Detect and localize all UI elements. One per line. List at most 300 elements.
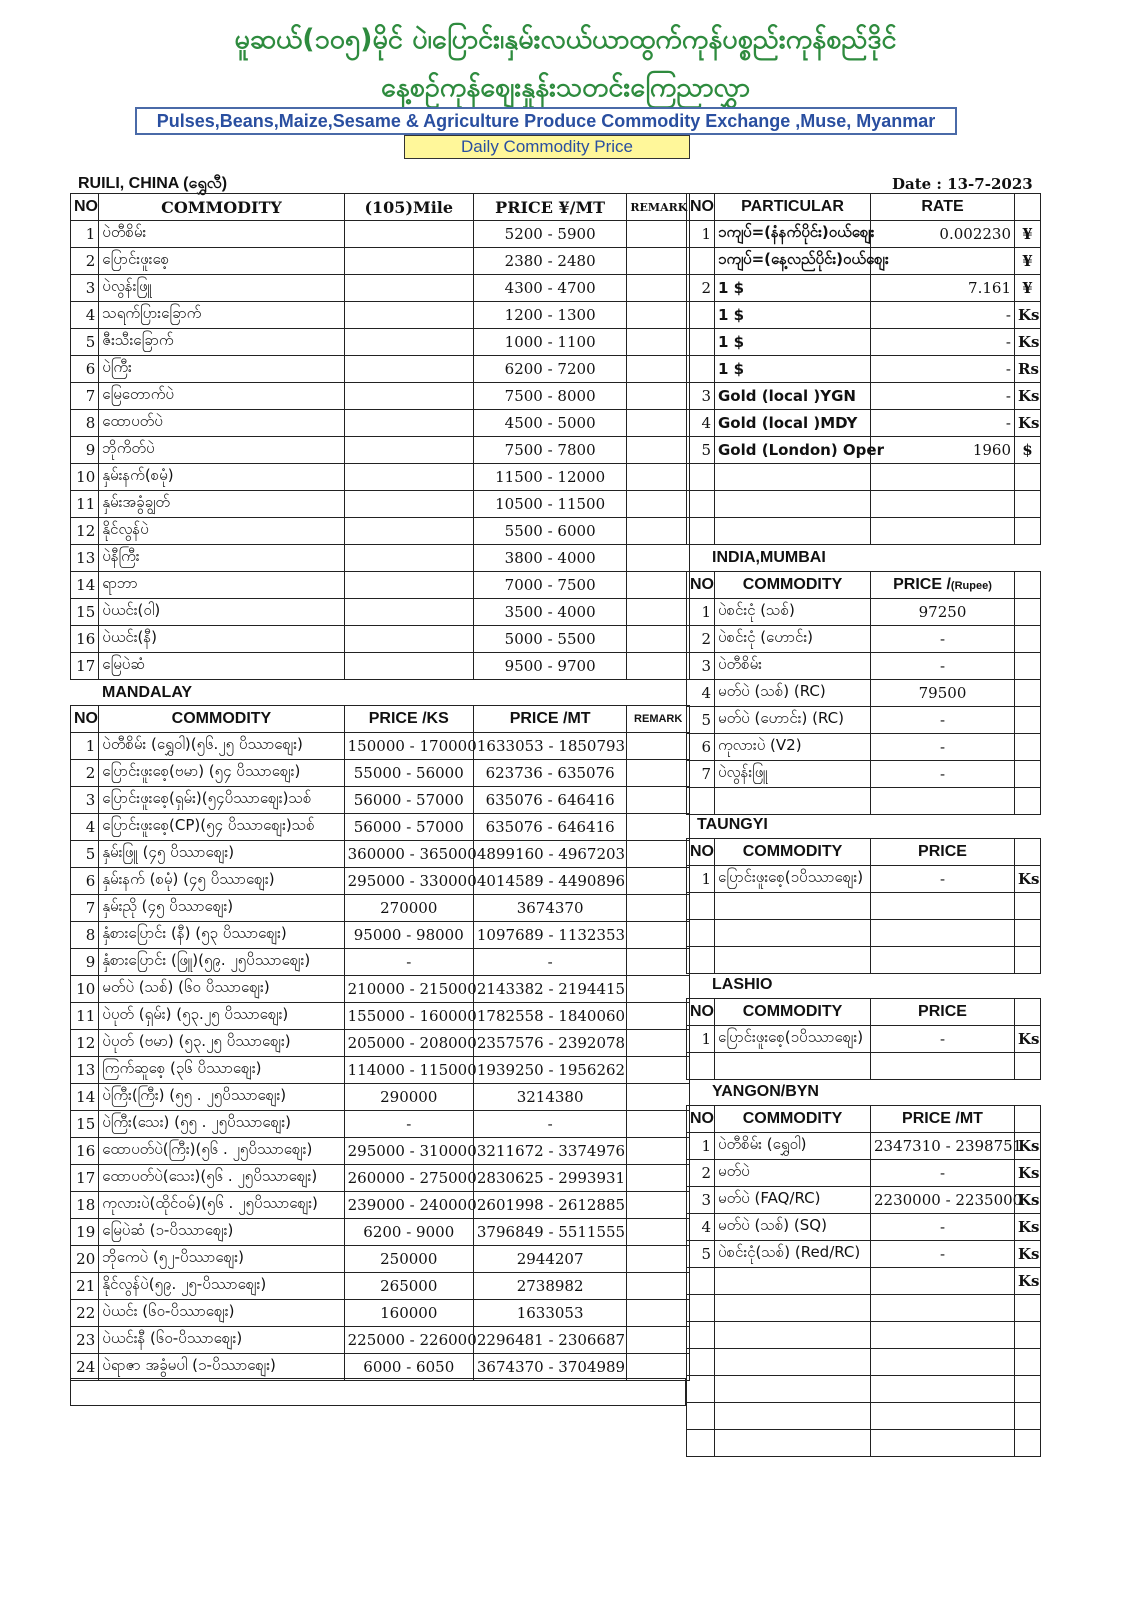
price-ks: 160000 [344,1300,473,1327]
price-ks: 290000 [344,1084,473,1111]
price-rupee: - [871,653,1015,680]
price-mt: - [871,1214,1015,1241]
row-number: 1 [687,1133,715,1160]
table-row [71,841,690,868]
column-header [1015,839,1041,866]
table-row [71,1165,690,1192]
remark-cell [627,599,690,626]
row-number: 7 [687,761,715,788]
rate-value: - [871,356,1015,383]
table-row [687,410,1041,437]
blank-cell [1015,626,1041,653]
commodity-name: နှမ်းဖြူ (၄၅ ပိဿာစျေး) [99,841,344,868]
mile-price [344,545,473,572]
lashio-section-title: LASHIO [712,976,773,993]
table-row [687,1322,1041,1349]
commodity-name: ထောပတ်ပဲ(ကြီး)(၅၆ . ၂၅ပိဿာစျေး) [99,1138,344,1165]
row-number: 2 [71,760,99,787]
price-mt: 2143382 - 2194415 [473,976,626,1003]
row-number: 8 [71,410,99,437]
price-mt [871,1322,1015,1349]
table-row [687,866,1041,893]
column-header: RATE [871,194,1015,221]
row-number: 11 [71,491,99,518]
particular: 1 $ [715,275,871,302]
table-row [687,947,1041,974]
particular [715,518,871,545]
remark-cell [627,1138,690,1165]
row-number: 5 [71,329,99,356]
row-number: 1 [687,599,715,626]
mile-price [344,275,473,302]
remark-cell [627,626,690,653]
table-header-row [687,999,1041,1026]
commodity-name: ပဲလွန်းဖြူ [715,761,871,788]
table-row [71,302,690,329]
table-row [71,464,690,491]
lashio-price-table [686,998,1041,1080]
table-row [71,733,690,760]
row-number: 13 [71,1057,99,1084]
currency: $ [1015,437,1041,464]
blank-cell [1015,734,1041,761]
price-yuan-mt: 5200 - 5900 [473,221,626,248]
commodity-name: ပဲကြီး(ကြီး) (၅၅ . ၂၅ပိဿာစျေး) [99,1084,344,1111]
row-number [687,518,715,545]
table-row [71,248,690,275]
price-mt: 1782558 - 1840060 [473,1003,626,1030]
price-mt: 3211672 - 3374976 [473,1138,626,1165]
remark-cell [627,302,690,329]
price-mt: 4014589 - 4490896 [473,868,626,895]
currency: ¥ [1015,221,1041,248]
price-ks: 155000 - 160000 [344,1003,473,1030]
myanmar-title-line1: မူဆယ်(၁၀၅)မိုင် ပဲ၊ပြောင်း၊နှမ်းလယ်ယာထွက်ကုန်ပစ္စည်းကုန်စည်ဒိုင် [234,24,897,55]
table-row [687,1214,1041,1241]
table-row [687,248,1041,275]
column-header: REMARK [627,194,690,221]
table-row [71,1111,690,1138]
column-header: NO [687,194,715,221]
table-row [71,653,690,680]
currency [1015,491,1041,518]
table-row [71,787,690,814]
price-ks: 225000 - 226000 [344,1327,473,1354]
row-number [687,893,715,920]
row-number [687,1295,715,1322]
mile-price [344,356,473,383]
currency [1015,920,1041,947]
price-ks: 270000 [344,895,473,922]
table-row [71,572,690,599]
column-header: (105)Mile [344,194,473,221]
table-row [687,761,1041,788]
commodity-name: ကုလားပဲ(ထိုင်ဝမ်)(၅၆ . ၂၅ပိဿာစျေး) [99,1192,344,1219]
currency: Ks [1015,1241,1041,1268]
price-ks: 55000 - 56000 [344,760,473,787]
row-number: 4 [687,410,715,437]
row-number: 6 [71,868,99,895]
commodity-name: မတ်ပဲ (သစ်) (SQ) [715,1214,871,1241]
price-mt: 1939250 - 1956262 [473,1057,626,1084]
price-yuan-mt: 2380 - 2480 [473,248,626,275]
table-row [71,437,690,464]
currency: Ks [1015,1268,1041,1295]
price-label: PRICE / [893,576,951,593]
table-row [71,1273,690,1300]
particular: 1 $ [715,356,871,383]
table-row [687,1349,1041,1376]
mile-price [344,329,473,356]
table-row [687,1241,1041,1268]
currency: Ks [1015,383,1041,410]
commodity-name: ပဲတီစိမ်း [99,221,344,248]
remark-cell [627,1246,690,1273]
commodity-name: နှမ်းအခွံချွတ် [99,491,344,518]
price-yuan-mt: 3800 - 4000 [473,545,626,572]
commodity-name: ပြောင်းဖူးစေ့(CP)(၅၄ ပိဿာစျေး)သစ် [99,814,344,841]
table-row [687,1376,1041,1403]
commodity-name: မြေပဲဆံ (၁-ပိဿာစျေး) [99,1219,344,1246]
table-row [687,275,1041,302]
table-row [687,626,1041,653]
currency: Ks [1015,1187,1041,1214]
remark-cell [627,410,690,437]
row-number: 5 [687,437,715,464]
price-ks: 260000 - 275000 [344,1165,473,1192]
row-number [687,1376,715,1403]
price-mt [871,1349,1015,1376]
row-number: 14 [71,572,99,599]
price-mt [871,1268,1015,1295]
table-row [687,464,1041,491]
price-mt: 2944207 [473,1246,626,1273]
remark-cell [627,1192,690,1219]
table-row [71,1246,690,1273]
price-ks: 295000 - 330000 [344,868,473,895]
price-yuan-mt: 7500 - 7800 [473,437,626,464]
currency: Ks [1015,410,1041,437]
india-section-title: INDIA,MUMBAI [712,549,826,566]
commodity-name: ပဲတီစိမ်း [715,653,871,680]
mile-price [344,248,473,275]
remark-cell [627,275,690,302]
currency [1015,1295,1041,1322]
row-number: 3 [687,653,715,680]
remark-cell [627,760,690,787]
commodity-name: ပဲပုတ် (ရှမ်း) (၅၃.၂၅ ပိဿာစျေး) [99,1003,344,1030]
price-ks: 56000 - 57000 [344,814,473,841]
remark-cell [627,491,690,518]
currency: Ks [1015,1160,1041,1187]
commodity-name: မတ်ပဲ (သစ်) (RC) [715,680,871,707]
commodity-name: ပဲတီစိမ်း (ရွှေဝါ)(၅၆.၂၅ ပိဿာစျေး) [99,733,344,760]
price-ks: 6000 - 6050 [344,1354,473,1381]
remark-cell [627,1111,690,1138]
price-mt: - [871,1241,1015,1268]
report-date: Date : 13-7-2023 [892,175,1033,193]
column-header: NO [687,1106,715,1133]
commodity-name: ပြောင်းဖူးစေ့(၁ပိဿာစျေး) [715,866,871,893]
commodity-name: နှမ်းနက်(စမုံ) [99,464,344,491]
commodity-name [715,1053,871,1080]
row-number [687,1053,715,1080]
row-number: 16 [71,1138,99,1165]
column-header [1015,572,1041,599]
ruili-price-table [70,193,690,680]
rate-value: - [871,410,1015,437]
currency: ¥ [1015,275,1041,302]
table-row [687,329,1041,356]
currency [1015,1376,1041,1403]
commodity-name [715,788,871,815]
remark-cell [627,1219,690,1246]
table-row [71,356,690,383]
row-number: 6 [71,356,99,383]
commodity-name [715,947,871,974]
column-header: NO [687,839,715,866]
price-mt: 635076 - 646416 [473,787,626,814]
commodity-name: ရာဘာ [99,572,344,599]
price-mt: - [473,1111,626,1138]
row-number: 20 [71,1246,99,1273]
table-row [687,1160,1041,1187]
remark-cell [627,1273,690,1300]
table-row [687,707,1041,734]
column-header [1015,194,1041,221]
table-row [71,221,690,248]
table-row [71,868,690,895]
commodity-name: ပဲယင်း (၆၀-ပိဿာစျေး) [99,1300,344,1327]
table-row [71,1219,690,1246]
row-number: 12 [71,518,99,545]
rate-value: - [871,383,1015,410]
row-number [687,302,715,329]
table-row [71,1354,690,1381]
commodity-name: ပဲကြီး(သေး) (၅၅ . ၂၅ပိဿာစျေး) [99,1111,344,1138]
table-header-row [71,706,690,733]
column-header: PRICE /KS [344,706,473,733]
table-row [687,1026,1041,1053]
remark-cell [627,1057,690,1084]
remark-cell [627,733,690,760]
rate-value: - [871,329,1015,356]
mile-price [344,410,473,437]
row-number [687,329,715,356]
table-row [687,680,1041,707]
commodity-name: မတ်ပဲ (ဟောင်း) (RC) [715,707,871,734]
currency [1015,1430,1041,1457]
price-value: - [871,1026,1015,1053]
yangon-section-title: YANGON/BYN [712,1083,819,1100]
remark-cell [627,1354,690,1381]
price-ks: 6200 - 9000 [344,1219,473,1246]
row-number [687,248,715,275]
column-header: PRICE /MT [871,1106,1015,1133]
table-header-row [687,839,1041,866]
remark-cell [627,1030,690,1057]
exchange-rate-table [686,193,1041,545]
row-number: 3 [687,1187,715,1214]
commodity-name: နိုင်လွန်ပဲ [99,518,344,545]
price-yuan-mt: 10500 - 11500 [473,491,626,518]
row-number: 3 [71,275,99,302]
column-header: COMMODITY [715,839,871,866]
commodity-name: ထောပတ်ပဲ(သေး)(၅၆ . ၂၅ပိဿာစျေး) [99,1165,344,1192]
column-header: COMMODITY [715,999,871,1026]
row-number: 4 [687,1214,715,1241]
price-yuan-mt: 6200 - 7200 [473,356,626,383]
currency [1015,1403,1041,1430]
table-header-row [687,194,1041,221]
currency: Ks [1015,1133,1041,1160]
remark-cell [627,949,690,976]
price-value [871,893,1015,920]
price-mt: 2357576 - 2392078 [473,1030,626,1057]
mile-price [344,491,473,518]
row-number: 9 [71,437,99,464]
taungyi-section-title: TAUNGYI [697,816,768,833]
row-number: 2 [71,248,99,275]
row-number: 1 [71,733,99,760]
table-row [687,1403,1041,1430]
table-row [687,920,1041,947]
mandalay-price-table [70,705,690,1381]
table-row [71,1030,690,1057]
price-mt: 2296481 - 2306687 [473,1327,626,1354]
row-number: 3 [687,383,715,410]
currency [1015,518,1041,545]
row-number: 21 [71,1273,99,1300]
table-row [687,302,1041,329]
row-number: 6 [687,734,715,761]
price-yuan-mt: 7000 - 7500 [473,572,626,599]
price-mt [871,1430,1015,1457]
table-row [71,814,690,841]
price-yuan-mt: 4300 - 4700 [473,275,626,302]
table-row [687,1053,1041,1080]
rate-value: 0.002230 [871,221,1015,248]
price-yuan-mt: 9500 - 9700 [473,653,626,680]
row-number [687,788,715,815]
remark-cell [627,383,690,410]
remark-cell [627,545,690,572]
remark-cell [627,1003,690,1030]
table-row [71,976,690,1003]
table-row [71,1003,690,1030]
table-row [687,1430,1041,1457]
price-yuan-mt: 5000 - 5500 [473,626,626,653]
commodity-name: ပဲနီကြီး [99,545,344,572]
commodity-name: ပဲလွန်းဖြူ [99,275,344,302]
price-rupee: - [871,734,1015,761]
currency-label: (Rupee) [950,580,992,592]
commodity-name: ပဲယင်း(နီ) [99,626,344,653]
commodity-name: နှံစားပြောင်း (ဖြူ)(၅၉. ၂၅ပိဿာစျေး) [99,949,344,976]
rate-value [871,518,1015,545]
table-row [71,383,690,410]
table-row [71,626,690,653]
table-row [687,1187,1041,1214]
blank-cell [1015,788,1041,815]
row-number: 11 [71,1003,99,1030]
column-header: NO [687,999,715,1026]
currency: Ks [1015,1026,1041,1053]
column-header: PRICE ¥/MT [473,194,626,221]
mile-price [344,599,473,626]
price-yuan-mt: 4500 - 5000 [473,410,626,437]
price-ks: 250000 [344,1246,473,1273]
price-rupee: - [871,761,1015,788]
rate-value: 7.161 [871,275,1015,302]
remark-cell [627,518,690,545]
row-number: 4 [71,814,99,841]
currency [1015,893,1041,920]
table-row [687,1295,1041,1322]
table-row [687,893,1041,920]
currency: Ks [1015,329,1041,356]
price-mt: 1633053 - 1850793 [473,733,626,760]
mile-price [344,383,473,410]
remark-cell [627,1327,690,1354]
table-row [71,1192,690,1219]
table-row [71,1057,690,1084]
rate-value: 1960 [871,437,1015,464]
mile-price [344,572,473,599]
price-mt [871,1403,1015,1430]
price-yuan-mt: 7500 - 8000 [473,383,626,410]
price-value: - [871,866,1015,893]
commodity-name: ဘိုကိတ်ပဲ [99,437,344,464]
table-row [71,1327,690,1354]
commodity-name [715,1268,871,1295]
price-rupee [871,788,1015,815]
commodity-name: ပဲယင်း(ဝါ) [99,599,344,626]
row-number: 5 [687,707,715,734]
row-number [687,1403,715,1430]
remark-cell [627,221,690,248]
commodity-name: နှမ်းညို (၄၅ ပိဿာစျေး) [99,895,344,922]
price-value [871,920,1015,947]
commodity-name: ပြောင်းဖူးစေ့(ရှမ်း)(၅၄ပိဿာစျေး)သစ် [99,787,344,814]
row-number: 5 [71,841,99,868]
price-ks: 56000 - 57000 [344,787,473,814]
particular: Gold (local )MDY [715,410,871,437]
column-header: COMMODITY [715,1106,871,1133]
price-ks: 150000 - 170000 [344,733,473,760]
commodity-name: ကြက်ဆူစေ့ (၃၆ ပိဿာစျေး) [99,1057,344,1084]
row-number: 24 [71,1354,99,1381]
price-ks: - [344,1111,473,1138]
rate-value [871,491,1015,518]
price-ks: 210000 - 215000 [344,976,473,1003]
mile-price [344,302,473,329]
rate-value [871,464,1015,491]
blank-cell [1015,761,1041,788]
row-number: 18 [71,1192,99,1219]
commodity-name: ဘိုကေပဲ (၅၂-ပိဿာစျေး) [99,1246,344,1273]
row-number: 9 [71,949,99,976]
row-number: 22 [71,1300,99,1327]
column-header: PARTICULAR [715,194,871,221]
remark-cell [627,1084,690,1111]
row-number: 19 [71,1219,99,1246]
currency [1015,1349,1041,1376]
row-number: 10 [71,976,99,1003]
commodity-name: မြေပဲဆံ [99,653,344,680]
yangon-price-table [686,1105,1041,1457]
price-mt [871,1376,1015,1403]
